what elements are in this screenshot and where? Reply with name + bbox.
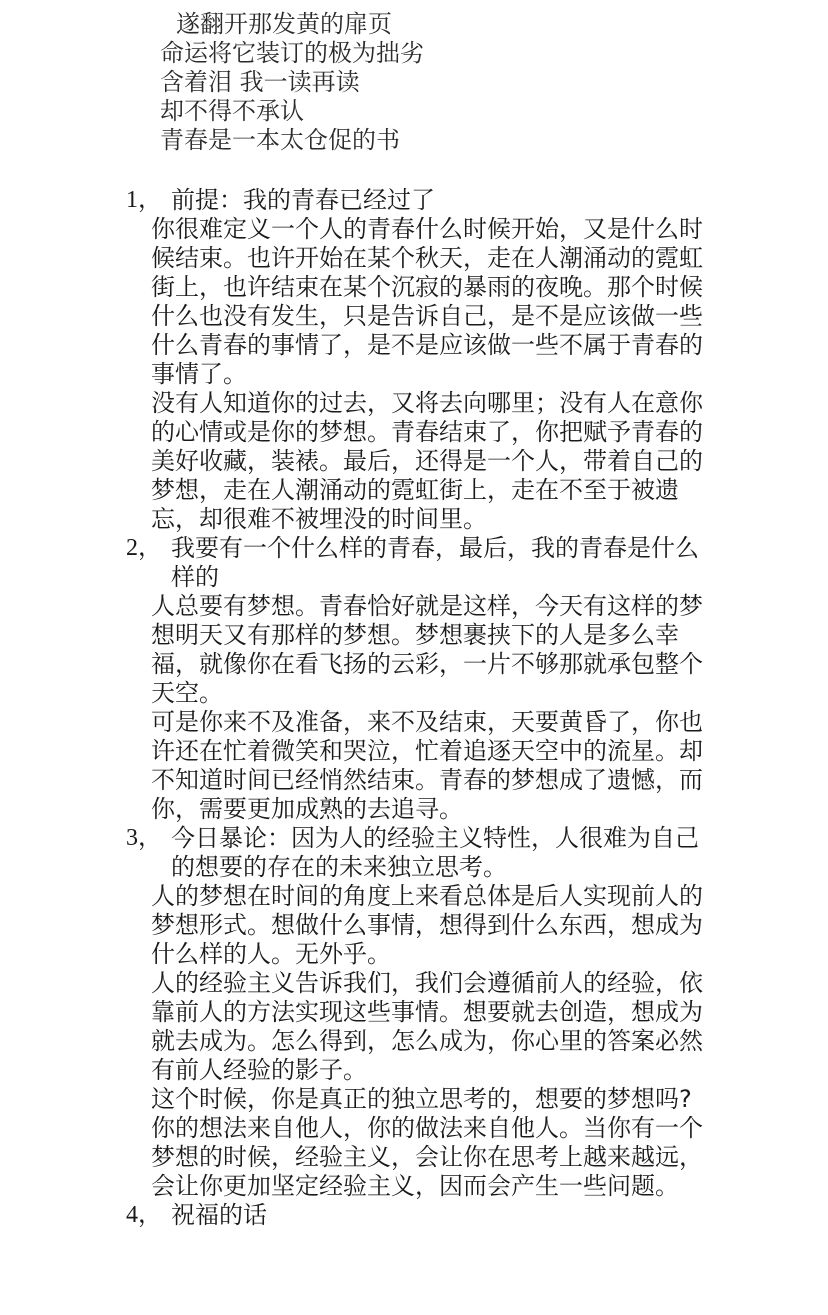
poem (160, 10, 424, 155)
poem-line: 青春是一本太仓促的书 (160, 126, 400, 154)
section-number: 3， (126, 825, 162, 851)
section-1 (126, 186, 716, 534)
paragraph: 人的经验主义告诉我们，我们会遵循前人的经验，依靠前人的方法实现这些事情。想要就去创造，想成为就去成为。怎么得到，怎么成为，你心里的答案必然有前人经验的影子。 (151, 969, 703, 1084)
section-2 (126, 534, 716, 824)
section-number: 2， (126, 535, 162, 561)
section-3 (126, 824, 716, 1201)
paragraph: 人总要有梦想。青春恰好就是这样，今天有这样的梦想明天又有那样的梦想。梦想裹挟下的人是多么幸福，就像你在看飞扬的云彩，一片不够那就承包整个天空。 (151, 592, 703, 707)
section-number: 1， (126, 187, 162, 213)
paragraph: 这个时候，你是真正的独立思考的，想要的梦想吗? (151, 1085, 692, 1113)
section-heading-text: 祝福的话 (171, 1201, 267, 1229)
poem-line: 含着泪 我一读再读 (160, 68, 360, 96)
paragraph: 你的想法来自他人，你的做法来自他人。当你有一个梦想的时候，经验主义，会让你在思考上越来越远，会让你更加坚定经验主义，因而会产生一些问题。 (151, 1114, 703, 1200)
paragraph: 你很难定义一个人的青春什么时候开始，又是什么时候结束。也许开始在某个秋天，走在人潮涌动的霓虹街上，也许结束在某个沉寂的暴雨的夜晚。那个时候什么也没有发生，只是告诉自己，是不是应该做一些什么青春的事情了，是不是应该做一些不属于青春的事情了。 (151, 215, 703, 388)
paragraph: 没有人知道你的过去，又将去向哪里；没有人在意你的心情或是你的梦想。青春结束了，你把赋予青春的美好收藏，装裱。最后，还得是一个人，带着自己的梦想，走在人潮涌动的霓虹街上，走在不至于被遗忘，却很难不被埋没的时间里。 (151, 389, 703, 533)
poem-line: 却不得不承认 (160, 97, 304, 125)
poem-line: 命运将它装订的极为拙劣 (160, 39, 424, 67)
section-number: 4， (126, 1202, 162, 1228)
section-heading (126, 186, 716, 215)
essay-sections (126, 186, 716, 1230)
section-4 (126, 1201, 716, 1230)
section-heading-text: 今日暴论：因为人的经验主义特性，人很难为自己的想要的存在的未来独立思考。 (171, 824, 699, 881)
section-heading (126, 534, 716, 592)
section-heading-text: 我要有一个什么样的青春，最后，我的青春是什么样的 (171, 534, 699, 591)
section-heading (126, 1201, 716, 1230)
paragraph: 人的梦想在时间的角度上来看总体是后人实现前人的梦想形式。想做什么事情，想得到什么东西，想成为什么样的人。无外乎。 (151, 882, 703, 968)
poem-line: 遂翻开那发黄的扉页 (176, 10, 392, 38)
paragraph: 可是你来不及准备，来不及结束，天要黄昏了，你也许还在忙着微笑和哭泣，忙着追逐天空中的流星。却不知道时间已经悄然结束。青春的梦想成了遗憾，而你，需要更加成熟的去追寻。 (151, 708, 703, 823)
section-heading-text: 前提：我的青春已经过了 (171, 186, 435, 214)
section-heading (126, 824, 716, 882)
